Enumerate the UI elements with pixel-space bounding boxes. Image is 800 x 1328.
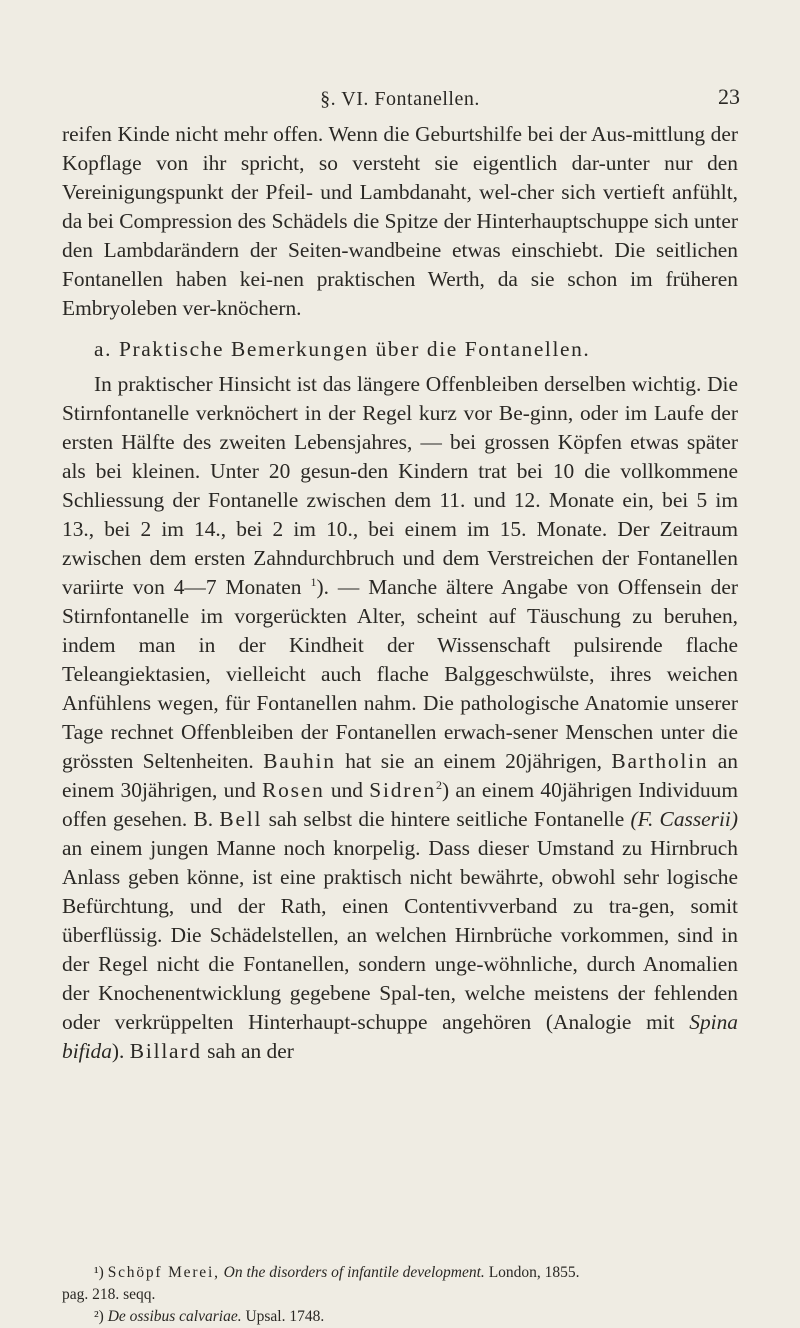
footnote-title: De ossibus calvariae. (107, 1308, 242, 1325)
running-head: §. VI. Fontanellen. (320, 88, 480, 110)
body-text (62, 120, 738, 1066)
footnotes (62, 1262, 738, 1328)
author-name-rosen: Rosen (262, 778, 325, 802)
text-segment: sah an der (207, 1039, 294, 1063)
footnote-marker: ¹) (94, 1264, 104, 1281)
footnote-author: Schöpf Merei, (107, 1264, 220, 1281)
footnote-rest: Upsal. 1748. (245, 1308, 325, 1325)
author-name-bartholin: Bartholin (611, 749, 709, 773)
text-segment: ). (111, 1039, 125, 1063)
footnote-2 (62, 1306, 738, 1328)
text-segment: In praktischer Hinsicht ist das längere Offenbleiben derselben wichtig. Die Stirnfontanelle verknöchert in der Regel kurz vor Be-ginn, oder im Laufe der ersten Hälfte des zweiten Lebensjahres, — bei grossen Köpfen etwas später als bei kleinen. Unter 20 gesun-den Kindern trat bei 10 die vollkommene Schliessung der Fontanelle zwischen dem 11. und 12. Monate ein, bei 5 im 13., bei 2 im 14., bei 2 im 10., bei einem im 15. Monate. Der Zeitraum zwischen dem ersten Zahndurchbruch und dem Verstreichen der Fontanellen variirte von 4—7 Monaten (62, 372, 738, 599)
footnote-ref-2: 2 (435, 777, 442, 792)
text-segment: ). — Manche ältere Angabe von Offensein der Stirnfontanelle im vorgerückten Alter, scheint auf Täuschung zu beruhen, indem man in der Kindheit der Wissenschaft pulsirende flache Teleangiektasien, vielleicht auch flache Balggeschwülste, ihres weichen Anfühlens wegen, für Fontanellen nahm. Die pathologische Anatomie unserer Tage rechnet Offenbleiben der Fontanellen erwach-sener Menschen unter die grössten Seltenheiten. (62, 575, 738, 773)
footnote-ref-1: 1 (310, 574, 317, 589)
footnote-1 (62, 1262, 738, 1284)
footnote-rest: London, 1855. (488, 1264, 580, 1281)
italic-casserii: (F. Casserii) (630, 807, 739, 831)
text-segment: an einem jungen Manne noch knorpelig. Dass dieser Umstand zu Hirnbruch Anlass geben könne, ist eine praktisch nicht bewährte, obwohl sehr logische Befürchtung, und der Rath, einen Contentivverband zu tra-gen, somit überflüssig. Die Schädelstellen, an welchen Hirnbrüche vorkommen, sind in der Regel nicht die Fontanellen, sondern unge-wöhnliche, durch Anomalien der Knochenentwicklung gegebene Spal-ten, welche meistens der fehlenden oder verkrüppelten Hinterhaupt-schuppe angehören (Analogie mit (62, 836, 738, 1034)
italic-spina-bifida: Spina bifida (62, 1010, 738, 1063)
author-name-bauhin: Bauhin (263, 749, 336, 773)
footnote-title: On the disorders of infantile development. (223, 1264, 485, 1281)
text-segment: an einem 30jährigen, und (62, 749, 738, 802)
footnote-1-continuation: pag. 218. seqq. (62, 1286, 156, 1303)
page-number: 23 (718, 84, 740, 109)
footnote-marker: ²) (94, 1308, 104, 1325)
author-name-bell: Bell (219, 807, 263, 831)
author-name-billard: Billard (129, 1039, 202, 1063)
text-segment: sah selbst die hintere seitliche Fontanelle (268, 807, 625, 831)
author-name-sidren: Sidren (369, 778, 436, 802)
text-segment: und (330, 778, 363, 802)
paragraph-1: reifen Kinde nicht mehr offen. Wenn die Geburtshilfe bei der Aus-mittlung der Kopflage von ihr spricht, so versteht sie eigentlich dar-unter nur den Vereinigungspunkt der Pfeil- und Lambdanaht, wel-cher sich vertieft anfühlt, da bei Compression des Schädels die Spitze der Hinterhauptschuppe sich unter den Lambdarändern der Seiten-wandbeine etwas einschiebt. Die seitlichen Fontanellen haben kei-nen praktischen Werth, da sie schon im früheren Embryoleben ver-knöchern. (62, 122, 738, 320)
text-segment: ) an einem 40jährigen Individuum offen gesehen. B. (62, 778, 739, 831)
paragraph-2 (62, 370, 738, 1066)
section-heading: a. Praktische Bemerkungen über die Fontanellen. (94, 337, 591, 361)
text-segment: hat sie an einem 20jährigen, (345, 749, 602, 773)
